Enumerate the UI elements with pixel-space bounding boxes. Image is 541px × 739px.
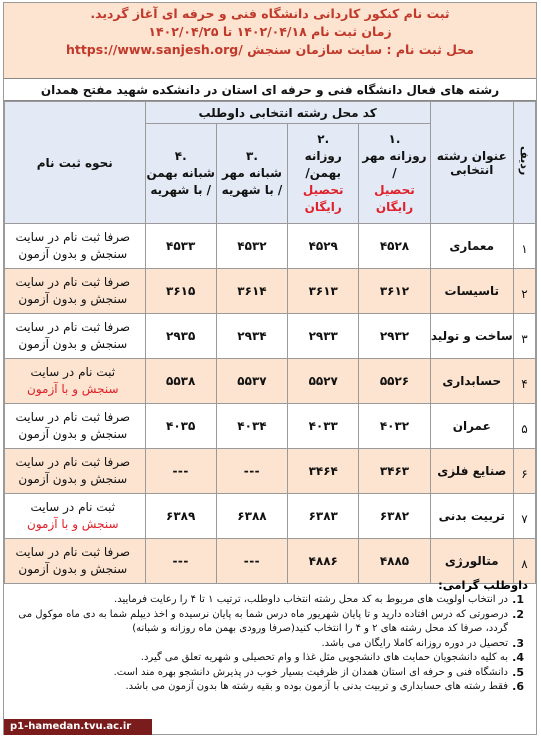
note-item: 1. در انتخاب اولویت های مربوط به کد محل رشته انتخاب داوطلب، ترتیب ۱ تا ۴ را رعایت فرمایید. [114,593,524,606]
table-row [5,449,536,494]
code-night-fall: ۲۹۳۴ [216,314,287,359]
applicant-notes [4,576,536,734]
field-name: ساخت و تولید [430,314,513,359]
code-day-winter: ۲۹۳۳ [288,314,359,359]
code-night-fall: ۵۵۳۷ [216,359,287,404]
registration-method: صرفا ثبت نام در سایت سنجش و بدون آزمون [5,224,146,269]
row-number: ۶ [513,449,535,494]
code-day-fall: ۳۴۶۳ [359,449,430,494]
code-night-winter: ۲۹۳۵ [145,314,216,359]
code-day-winter: ۴۵۲۹ [288,224,359,269]
field-name: متالورژی [430,539,513,584]
code-night-fall: ۴۰۳۴ [216,404,287,449]
method-header: نحوه ثبت نام [5,102,146,224]
code-night-winter: ۶۳۸۹ [145,494,216,539]
row-number: ۸ [513,539,535,584]
row-number: ۵ [513,404,535,449]
registration-method: ثبت نام در سایت سنجش و با آزمون [5,494,146,539]
registration-method: صرفا ثبت نام در سایت سنجش و بدون آزمون [5,314,146,359]
code-day-fall: ۴۸۸۵ [359,539,430,584]
announcement-title: ثبت نام کنکور کاردانی دانشگاه فنی و حرفه ای آغاز گردید. [90,6,450,21]
code-night-winter: --- [145,539,216,584]
code-day-fall: ۳۶۱۲ [359,269,430,314]
notes-list [4,593,528,695]
code-night-winter: ۳۶۱۵ [145,269,216,314]
row-number: ۱ [513,224,535,269]
majors-table [4,101,536,584]
registration-location: محل ثبت نام : سایت سازمان سنجش /https://www.sanjesh.org [65,42,475,57]
field-name: تربیت بدنی [430,494,513,539]
registration-method: صرفا ثبت نام در سایت سنجش و بدون آزمون [5,269,146,314]
col-day-fall-header: .۱ روزانه مهر / تحصیل رایگان [359,124,430,224]
row-number-header: ردیف [513,102,535,224]
registration-method: صرفا ثبت نام در سایت سنجش و بدون آزمون [5,539,146,584]
code-night-fall: --- [216,449,287,494]
note-item: 6. فقط رشته های حسابداری و تربیت بدنی با آزمون بوده و بقیه رشته ها بدون آزمون می باشد. [125,680,524,693]
note-item: 2. درصورتی که درس افتاده دارید و تا پایان شهریور ماه درس شما به پایان نرسیده و اخذ دیپلم شما به دی ماه موکول می گردد، صرفا کد محل رشته های ۲ و ۴ را انتخاب کنید(صرفا ورودی بهمن ماه روزانه و شبانه) [18,607,524,634]
code-day-winter: ۴۸۸۶ [288,539,359,584]
table-title: رشته های فعال دانشگاه فنی و حرفه ای استان در دانشکده شهید مفتح همدان [4,79,536,101]
code-night-winter: ۵۵۳۸ [145,359,216,404]
table-row [5,224,536,269]
table-row [5,359,536,404]
code-day-fall: ۵۵۲۶ [359,359,430,404]
announcement-banner [4,3,536,79]
field-title-header: عنوان رشته انتخابی [430,102,513,224]
code-day-fall: ۴۰۳۲ [359,404,430,449]
table-row [5,494,536,539]
col-day-winter-header: .۲ روزانه بهمن/ تحصیل رایگان [288,124,359,224]
note-item: 5. دانشگاه فنی و حرفه ای استان همدان از ظرفیت بسیار خوب در پذیرش دانشجو بهره مند است. [113,665,524,679]
col-night-winter-header: .۴ شبانه بهمن / با شهریه [145,124,216,224]
code-night-fall: --- [216,539,287,584]
note-item: 3. تحصیل در دوره روزانه کاملا رایگان می باشد. [321,636,524,650]
code-day-fall: ۶۳۸۲ [359,494,430,539]
code-day-winter: ۴۰۳۳ [288,404,359,449]
field-name: حسابداری [430,359,513,404]
code-night-winter: ۴۰۳۵ [145,404,216,449]
code-day-fall: ۲۹۳۲ [359,314,430,359]
table-row [5,269,536,314]
code-night-fall: ۳۶۱۴ [216,269,287,314]
code-day-fall: ۴۵۲۸ [359,224,430,269]
row-number: ۳ [513,314,535,359]
row-number: ۴ [513,359,535,404]
field-name: تاسیسات [430,269,513,314]
table-row [5,314,536,359]
registration-method: ثبت نام در سایت سنجش و با آزمون [5,359,146,404]
code-day-winter: ۶۳۸۳ [288,494,359,539]
table-row [5,404,536,449]
code-day-winter: ۵۵۲۷ [288,359,359,404]
row-number: ۷ [513,494,535,539]
note-item: 4. به کلیه دانشجویان حمایت های دانشجویی مثل غذا و وام تحصیلی و شهریه تعلق می گیرد. [140,651,524,664]
code-night-winter: --- [145,449,216,494]
admission-notice-page [3,2,537,735]
col-night-fall-header: .۳ شبانه مهر / با شهریه [216,124,287,224]
field-name: عمران [430,404,513,449]
code-night-fall: ۴۵۳۲ [216,224,287,269]
row-number: ۲ [513,269,535,314]
notes-title: داوطلب گرامی: [438,578,528,592]
registration-method: صرفا ثبت نام در سایت سنجش و بدون آزمون [5,404,146,449]
field-name: صنایع فلزی [430,449,513,494]
registration-method: صرفا ثبت نام در سایت سنجش و بدون آزمون [5,449,146,494]
code-day-winter: ۳۶۱۳ [288,269,359,314]
code-night-winter: ۴۵۳۳ [145,224,216,269]
field-name: معماری [430,224,513,269]
code-group-header: کد محل رشته انتخابی داوطلب [145,102,430,124]
code-day-winter: ۳۴۶۴ [288,449,359,494]
website-footer: p1-hamedan.tvu.ac.ir [4,719,152,735]
code-night-fall: ۶۳۸۸ [216,494,287,539]
registration-dates: زمان ثبت نام ۱۴۰۲/۰۴/۱۸ تا ۱۴۰۲/۰۴/۲۵ [148,24,392,39]
